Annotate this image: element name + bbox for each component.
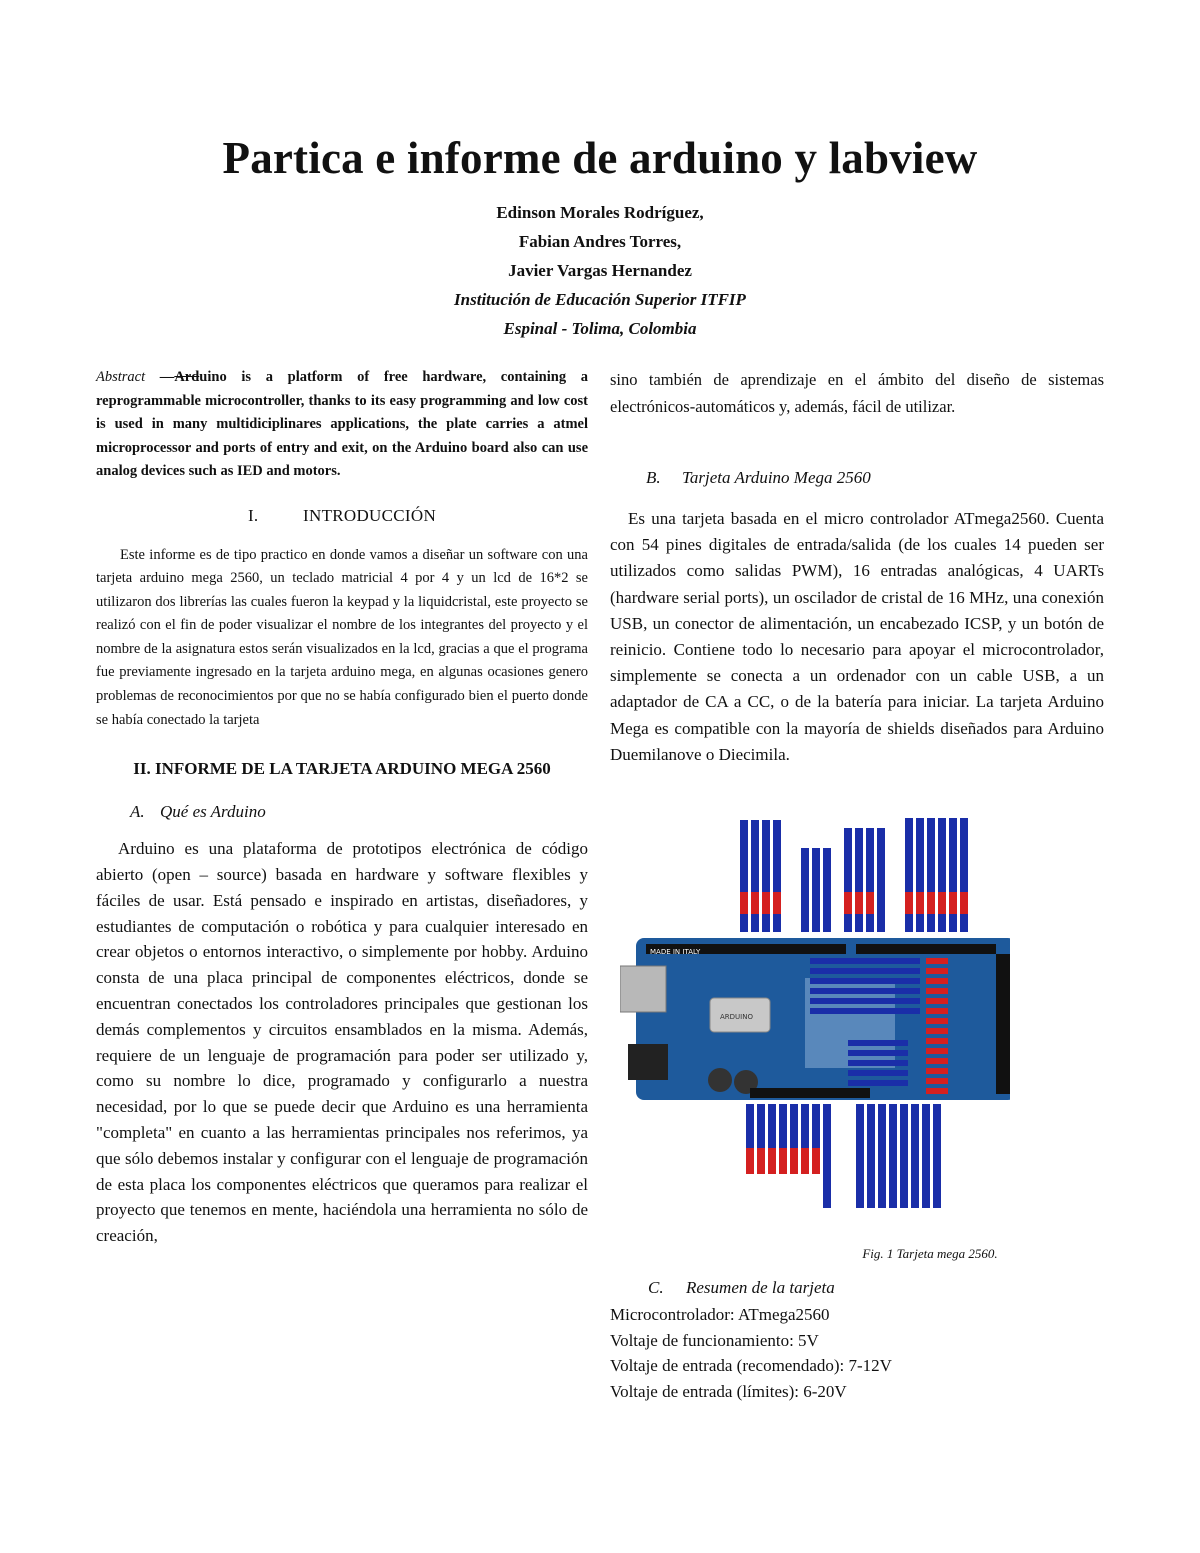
subsection-heading-a: [130, 802, 588, 822]
intro-paragraph: Este informe es de tipo practico en donde vamos a diseñar un software con una tarjeta arduino mega 2560, un teclado matricial 4 por 4 y un lcd de 16*2 se utilizaron dos librerías las cuales fueron la keypad y la liquidcristal, este proyecto se realizó con el fin de poder visualizar el nombre de los integrantes del proyecto y el nombre de la asignatura estos serán visualizados en la lcd, gracias a que el programa fue previamente ingresado en la tarjeta arduino mega, en algunas ocasiones genero problemas de reconocimientos por que no se había configurado bien el puerto donde se había conectado la tarjeta: [96, 546, 588, 728]
figure-caption: Fig. 1 Tarjeta mega 2560.: [862, 1246, 998, 1261]
spec-item: Voltaje de entrada (recomendado): 7-12V: [610, 1356, 892, 1376]
author-block: [0, 198, 1200, 343]
subsection-letter: C.: [648, 1278, 664, 1297]
chip-label: ARDUINO: [720, 1013, 753, 1021]
abstract-text: uino is a platform of free hardware, containing a reprogrammable microcontroller, thanks to its easy programming and low cost is used in many multidiciplinares applications, the plate carries a atmel microprocessor and ports of entry and exit, on the Arduino board also can use analog devices such as IED and motors.: [96, 369, 588, 479]
author-name: Fabian Andres Torres,: [518, 232, 682, 251]
author-name: Edinson Morales Rodríguez,: [496, 203, 704, 222]
abstract-dash: —: [145, 369, 175, 385]
bottom-pin-labels: [746, 1104, 941, 1208]
institution: Institución de Educación Superior ITFIP: [454, 290, 746, 309]
left-column: [96, 366, 588, 1249]
subsection-letter: A.: [130, 802, 145, 822]
subsection-title: Tarjeta Arduino Mega 2560: [682, 468, 871, 487]
arduino-paragraph-continuation: sino también de aprendizaje en el ámbito del diseño de sistemas electrónicos-automáticos y, además, fácil de utilizar.: [610, 370, 1104, 416]
mega-paragraph: Es una tarjeta basada en el micro controlador ATmega2560. Cuenta con 54 pines digitales de entrada/salida (de los cuales 14 pueden ser utilizados como salidas PWM), 16 entradas analógicas, 4 UARTs (hardware serial ports), un oscilador de cristal de 16 MHz, una conexión USB, un conector de alimentación, un encabezado ICSP, y un botón de reinicio. Contiene todo lo necesario para apoyar el microcontrolador, simplemente se conecta a un ordenador con un cable USB, a un adaptador de CA a CC, o de la batería para iniciar. La tarjeta Arduino Mega es compatible con la mayoría de shields diseñados para Arduino Duemilanove o Diecimila.: [610, 509, 1104, 764]
author-name: Javier Vargas Hernandez: [508, 261, 692, 280]
right-column: [610, 366, 1104, 768]
arduino-paragraph: Arduino es una plataforma de prototipos electrónica de código abierto (open – source) basada en hardware y software flexibles y fáciles de usar. Está pensado e inspirado en artistas, diseñadores, y estudiantes de computación o robótica y para cualquier interesado en crear objetos o entornos interactivo, o simplemente por hobby. Arduino consta de una placa principal de componentes eléctricos, donde se encuentran conectados los controladores principales que gestionan los demás complementos y circuitos ensamblados en la misma. Además, requiere de un lenguaje de programación para poder ser utilizado y, como su nombre lo dice, programado y configurarlo a nuestra necesidad, por lo que se puede decir que Arduino es una herramienta "completa" en cuanto a las herramientas principales nos referimos, ya que sólo debemos instalar y configurar con el lenguaje de programación de esta placa los componentes eléctricos que queramos para realizar el proyecto que tenemos en mente, haciéndola una herramienta no sólo de creación,: [96, 839, 588, 1246]
subsection-heading-b: [646, 468, 1104, 488]
subsection-title: Resumen de la tarjeta: [686, 1278, 835, 1297]
section-heading-informe: II. INFORME DE LA TARJETA ARDUINO MEGA 2560: [133, 759, 551, 779]
spec-item: Voltaje de entrada (límites): 6-20V: [610, 1382, 847, 1402]
abstract: [96, 366, 588, 484]
spec-item: Microcontrolador: ATmega2560: [610, 1305, 830, 1324]
top-pin-labels: [740, 818, 968, 932]
spec-list: [610, 1302, 892, 1405]
abstract-label: Abstract: [96, 369, 146, 385]
board-label: MADE IN ITALY: [650, 948, 701, 956]
paper-title: Partica e informe de arduino y labview: [222, 133, 978, 183]
section-heading-introduccion: [96, 506, 588, 526]
spec-item: Voltaje de funcionamiento: 5V: [610, 1330, 819, 1350]
subsection-heading-c: [648, 1278, 835, 1298]
location: Espinal - Tolima, Colombia: [503, 319, 697, 338]
abstract-strike: Ard: [174, 369, 200, 385]
subsection-letter: B.: [646, 468, 661, 487]
section-title: INTRODUCCIÓN: [303, 505, 437, 525]
section-number: I.: [247, 505, 259, 525]
arduino-mega-figure: [620, 818, 1010, 1228]
subsection-title: Qué es Arduino: [160, 802, 266, 822]
